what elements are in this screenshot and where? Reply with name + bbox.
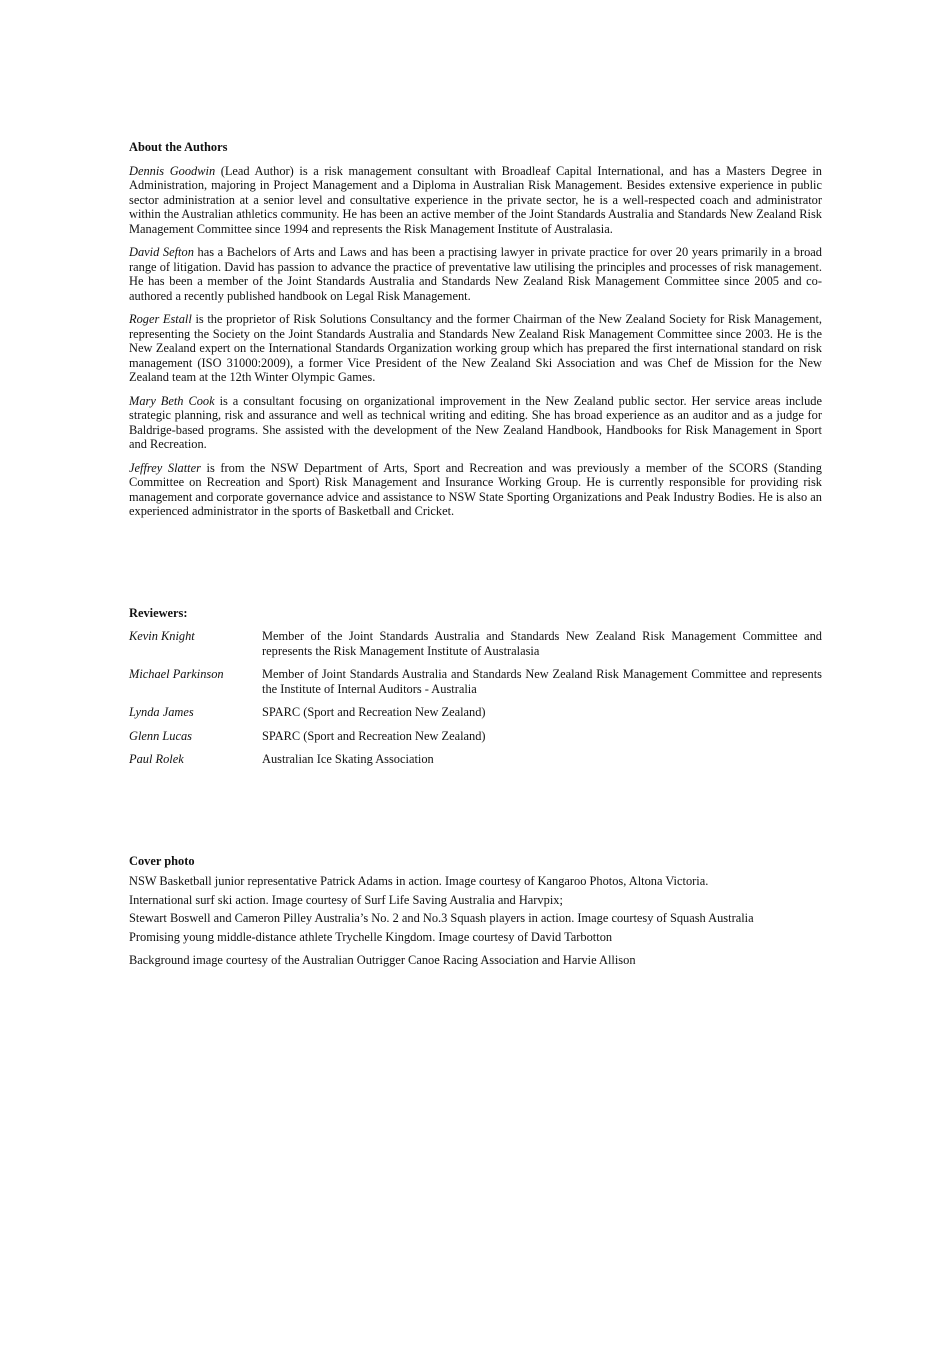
author-name: Jeffrey Slatter xyxy=(129,460,201,475)
author-paragraph xyxy=(129,461,822,519)
reviewer-role: Member of the Joint Standards Australia and Standards New Zealand Risk Management Committee and represents the Risk Management Institute of Australasia xyxy=(262,629,822,658)
cover-photo-section xyxy=(129,854,822,968)
reviewer-row xyxy=(129,705,822,720)
author-paragraph xyxy=(129,394,822,452)
reviewer-row xyxy=(129,667,822,696)
author-name: Dennis Goodwin xyxy=(129,163,216,178)
reviewer-role: SPARC (Sport and Recreation New Zealand) xyxy=(262,728,486,743)
reviewers-section xyxy=(129,606,822,767)
author-bio: (Lead Author) is a risk management consultant with Broadleaf Capital International, and has a Masters Degree in Administration, majoring in Project Management and a Diploma in Australian Risk Management. Besides extensive experience in public sector administration at a senior level and consultative experience in the private sector, he is a well-respected coach and administrator within the Australian athletics community. He has been an active member of the Joint Standards Australia and Standards New Zealand Risk Management Committee since 1994 and represents the Risk Management Institute of Australasia. xyxy=(129,163,822,236)
reviewer-name: Lynda James xyxy=(129,705,194,719)
reviewer-row xyxy=(129,629,822,658)
reviewer-name: Glenn Lucas xyxy=(129,728,192,743)
reviewers-heading: Reviewers: xyxy=(129,605,188,620)
cover-credit-line: International surf ski action. Image courtesy of Surf Life Saving Australia and Harvpix; xyxy=(129,892,563,907)
about-authors-section xyxy=(129,140,822,519)
reviewer-row xyxy=(129,729,822,744)
about-authors-heading: About the Authors xyxy=(129,140,228,154)
author-name: Mary Beth Cook xyxy=(129,393,215,408)
reviewer-role: Member of Joint Standards Australia and Standards New Zealand Risk Management Committee and represents the Institute of Internal Auditors - Australia xyxy=(262,667,822,696)
reviewer-name: Michael Parkinson xyxy=(129,667,224,681)
author-bio: is the proprietor of Risk Solutions Consultancy and the former Chairman of the New Zealand Society for Risk Management, representing the Society on the Joint Standards Australia and Standards New Zealand Risk Management Committee since 2003. He is the New Zealand expert on the International Standards Organization working group which has prepared the first international standard on risk management (ISO 31000:2009), a former Vice President of the New Zealand Ski Association and was Chef de Mission for the New Zealand team at the 12th Winter Olympic Games. xyxy=(129,312,822,384)
reviewer-name: Paul Rolek xyxy=(129,752,184,766)
document-page xyxy=(129,140,822,972)
reviewer-role: SPARC (Sport and Recreation New Zealand) xyxy=(262,705,486,719)
author-bio: is a consultant focusing on organizational improvement in the New Zealand public sector. Her service areas include strategic planning, risk and assurance and well as technical writing and editing. She has broad experience as an auditor and as a judge for Baldrige-based programs. She assisted with the development of the New Zealand Handbook, Handbooks for Risk Management in Sport and Recreation. xyxy=(129,393,822,451)
reviewer-row xyxy=(129,752,822,767)
author-name: David Sefton xyxy=(129,245,194,259)
author-bio: has a Bachelors of Arts and Laws and has been a practising lawyer in private practice for over 20 years primarily in a broad range of litigation. David has passion to advance the practice of preventative law utilising the principles and processes of risk management. He has been a member of the Joint Standards Australia and Standards New Zealand Risk Management Committee since 2005 and co-authored a recently published handbook on Legal Risk Management. xyxy=(129,245,822,303)
author-bio: is from the NSW Department of Arts, Sport and Recreation and was previously a member of the SCORS (Standing Committee on Recreation and Sport) Risk Management and Insurance Working Group. He is currently responsible for providing risk management and corporate governance advice and assistance to NSW State Sporting Organizations and Peak Industry Bodies. He is also an experienced administrator in the sports of Basketball and Cricket. xyxy=(129,460,822,518)
reviewer-role: Australian Ice Skating Association xyxy=(262,752,434,766)
author-paragraph xyxy=(129,164,822,237)
reviewer-name: Kevin Knight xyxy=(129,629,195,643)
cover-credit-line: NSW Basketball junior representative Patrick Adams in action. Image courtesy of Kangaroo Photos, Altona Victoria. xyxy=(129,874,709,888)
cover-credit-line: Background image courtesy of the Australian Outrigger Canoe Racing Association and Harvie Allison xyxy=(129,953,636,967)
author-paragraph xyxy=(129,245,822,303)
cover-photo-heading: Cover photo xyxy=(129,853,195,868)
cover-credit-line: Stewart Boswell and Cameron Pilley Australia’s No. 2 and No.3 Squash players in action. Image courtesy of Squash Australia xyxy=(129,911,754,925)
cover-credit-line: Promising young middle-distance athlete Trychelle Kingdom. Image courtesy of David Tarbotton xyxy=(129,929,613,944)
author-paragraph xyxy=(129,312,822,385)
author-name: Roger Estall xyxy=(129,312,192,326)
